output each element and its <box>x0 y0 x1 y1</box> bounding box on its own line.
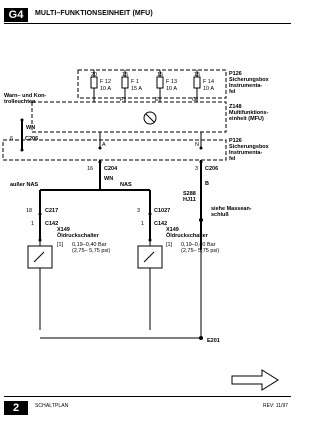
p126-top-line2: Instrumenta- <box>229 83 263 89</box>
c142-left-pin: 1 <box>31 221 35 227</box>
ground-ref-line2: schluß <box>211 212 229 218</box>
warn-label-line1: Warn– und Kon- <box>4 93 47 99</box>
c206-right: C206 <box>205 166 219 172</box>
ground-e201: E201 <box>207 338 220 344</box>
page-footer <box>0 395 300 425</box>
wire-junction-dot <box>149 213 152 216</box>
c206-left-pin: 6 <box>10 136 14 142</box>
warn-label-line2: trolleuchten <box>4 99 36 105</box>
c142-left: C142 <box>45 221 59 227</box>
switch-right-ref: [1] <box>166 242 173 248</box>
fuse-f12-top: 20 <box>90 72 98 78</box>
wire-junction-dot <box>21 119 24 122</box>
switch-left-spec2: (2,75– 5,75 psi) <box>72 248 111 254</box>
p126-top-line3: fel <box>229 89 236 95</box>
fuse-f1-label: F 1 <box>131 79 139 85</box>
switch-right-code: X149 <box>166 227 179 233</box>
pin-a: A <box>102 142 106 148</box>
label-ausser-nas: außer NAS <box>10 182 39 188</box>
p126-top-line1: Sicherungsbox <box>229 77 269 83</box>
p126-bottom-box <box>3 140 226 160</box>
c1027-label: C1027 <box>154 208 171 214</box>
splice-s288: S288 <box>183 191 196 197</box>
fuse-letter-e: E <box>155 97 159 103</box>
c142-right: C142 <box>154 221 168 227</box>
wire-junction-dot <box>200 161 203 164</box>
next-page-arrow-icon[interactable] <box>232 370 278 390</box>
switch-right-spec1: 0,19–0,40 Bar <box>181 242 216 248</box>
splice-hj11: HJ11 <box>183 197 196 203</box>
ground-ref-line1: siehe Massean- <box>211 206 252 212</box>
wire-junction-dot <box>200 147 203 150</box>
fuse-f14-top: 15 <box>193 72 201 78</box>
switch-left-box <box>28 246 52 268</box>
c206-right-pin: 3 <box>195 166 199 172</box>
wire-wn-left: WN <box>26 125 36 131</box>
fuse-f1-symbol <box>122 77 128 88</box>
fuse-f14-label: F 14 <box>203 79 215 85</box>
switch-right-box <box>138 246 162 268</box>
footer-label: SCHALTPLAN <box>35 403 69 409</box>
c204-pin: 16 <box>87 166 94 172</box>
footer-rule <box>4 396 291 397</box>
wire-junction-dot <box>39 213 42 216</box>
p126-bottom-code: P126 <box>229 138 242 144</box>
wire-junction-dot <box>39 239 42 242</box>
c142-right-pin: 1 <box>141 221 145 227</box>
p126-bottom-line3: fel <box>229 156 236 162</box>
switch-right-spec2: (2,75– 5,75 psi) <box>181 248 220 254</box>
fuse-f12-label: F 12 <box>100 79 112 85</box>
z148-line1: Multifunktions- <box>229 110 269 116</box>
c217-pin: 18 <box>26 208 33 214</box>
c1027-pin: 3 <box>137 208 141 214</box>
wire-b: B <box>205 181 209 187</box>
page-title: MULTI–FUNKTIONSEINHEIT (MFU) <box>35 10 153 17</box>
switch-left-code: X149 <box>57 227 70 233</box>
c204-label: C204 <box>104 166 118 172</box>
label-nas: NAS <box>120 182 132 188</box>
fuse-f14-symbol <box>194 77 200 88</box>
switch-right-name: Öldruckschalter <box>166 233 208 239</box>
revision-label: REV: 11/97 <box>262 403 288 409</box>
switch-left-spec1: 0,19–0,40 Bar <box>72 242 107 248</box>
z148-box <box>32 102 226 132</box>
ground-e201-dot <box>199 336 203 340</box>
wire-junction-dot <box>149 239 152 242</box>
page-number: 2 <box>4 401 28 415</box>
fuse-f14-rating: 10 A <box>203 86 215 92</box>
c206-left: C206 <box>25 136 39 142</box>
p126-top-code: P126 <box>229 71 242 77</box>
splice-s288-dot <box>199 218 203 222</box>
wire-junction-dot <box>21 149 24 152</box>
wire-junction-dot <box>99 161 102 164</box>
section-code: G4 <box>4 8 28 22</box>
fuse-f12-rating: 10 A <box>100 86 112 92</box>
switch-left-name: Öldruckschalter <box>57 233 99 239</box>
fuse-f13-top: 15 <box>156 72 164 78</box>
z148-code: Z148 <box>229 104 242 110</box>
p126-bottom-line1: Sicherungsbox <box>229 144 269 150</box>
c217-label: C217 <box>45 208 59 214</box>
wire-wn-mid: WN <box>104 176 114 182</box>
switch-left-ref: [1] <box>57 242 64 248</box>
z148-line2: einheit (MFU) <box>229 116 264 122</box>
fuse-f13-rating: 10 A <box>166 86 178 92</box>
p126-bottom-line2: Instrumenta- <box>229 150 263 156</box>
fuse-letter-f: F <box>120 97 124 103</box>
fuse-f1-rating: 15 A <box>131 86 143 92</box>
pin-n: N <box>195 142 199 148</box>
fuse-letter-g: G <box>192 97 197 103</box>
fuse-f13-label: F 13 <box>166 79 178 85</box>
fuse-f12-symbol <box>91 77 97 88</box>
fuse-f1-top: 15 <box>121 72 129 78</box>
fuse-f13-symbol <box>157 77 163 88</box>
